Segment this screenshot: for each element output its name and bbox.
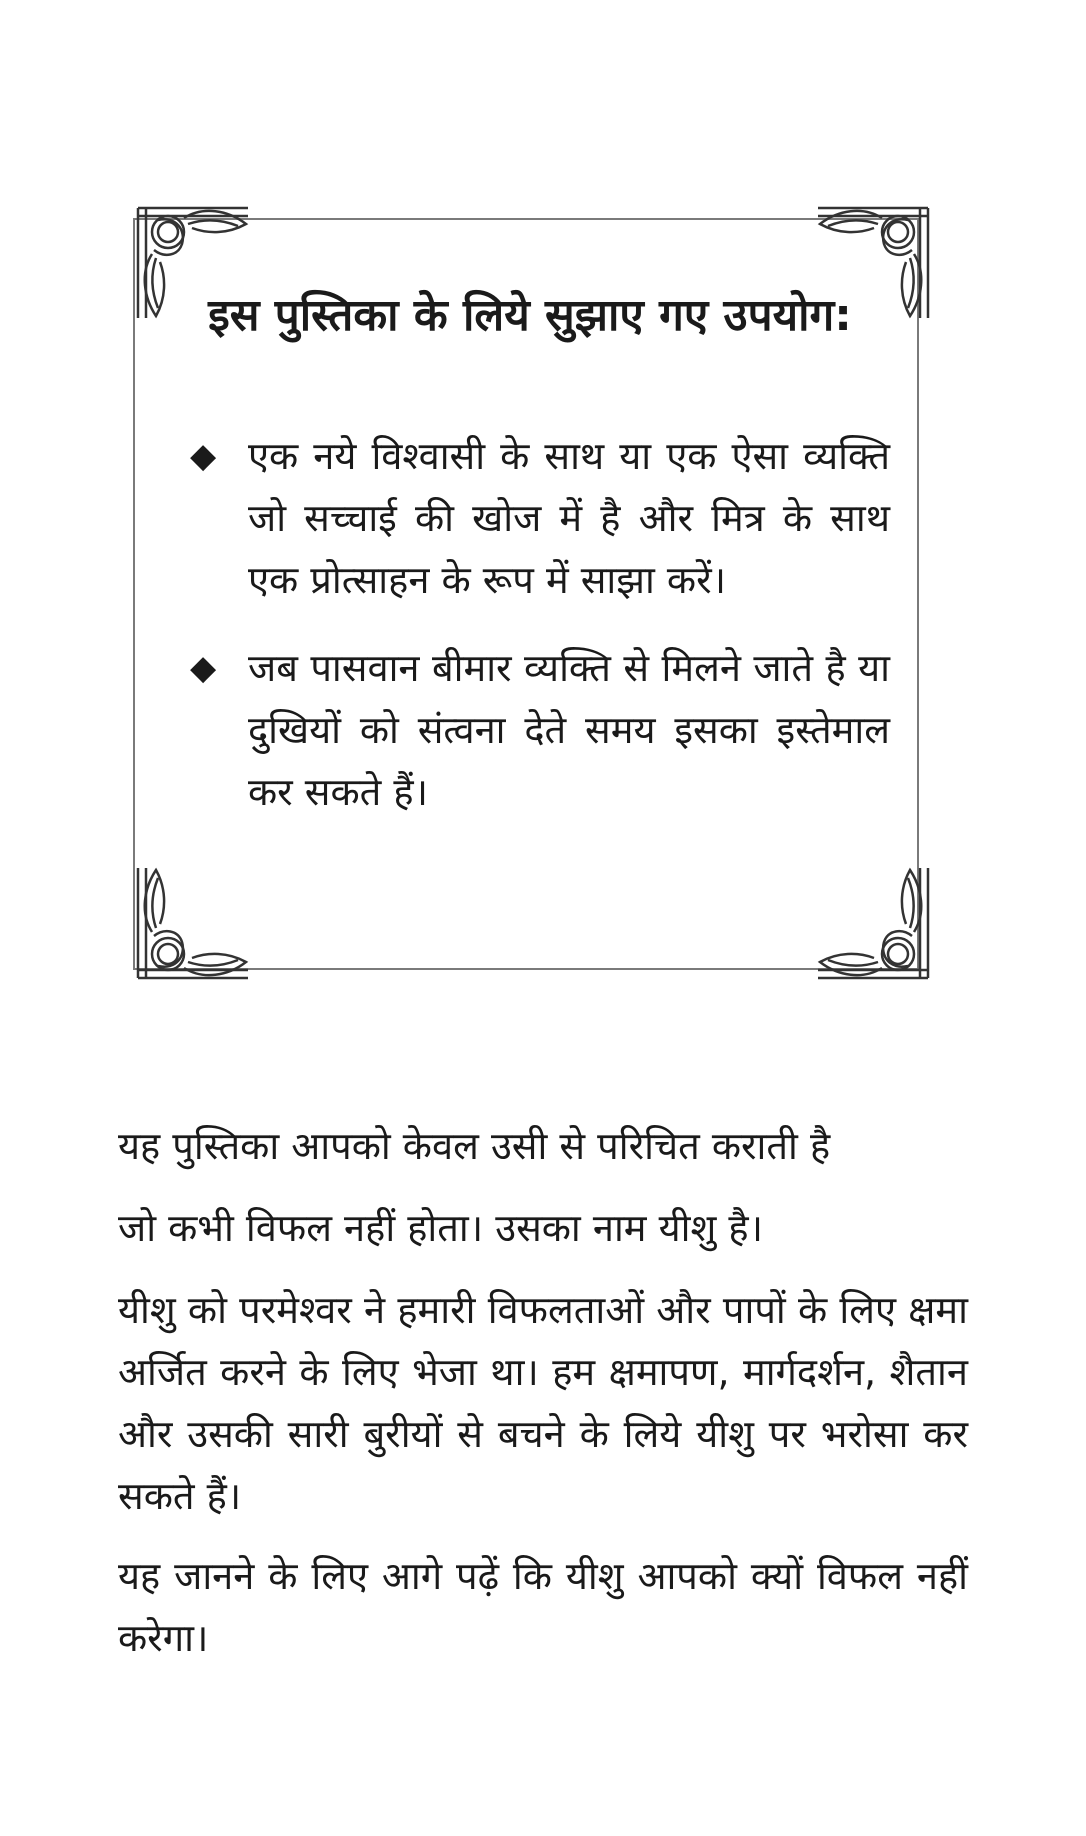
usage-item-text: जब पासवान बीमार व्यक्ति से मिलने जाते है या दुखियों को संत्वना देते समय इसका इस्तेमाल कर सकते हैं। bbox=[248, 646, 890, 814]
celtic-knot-corner-icon bbox=[128, 198, 258, 328]
usage-item bbox=[190, 425, 890, 611]
celtic-knot-corner-icon bbox=[808, 198, 938, 328]
celtic-knot-corner-icon bbox=[808, 858, 938, 988]
box-heading: इस पुस्तिका के लिये सुझाए गए उपयोग: bbox=[208, 290, 852, 341]
diamond-bullet-icon: ◆ bbox=[190, 648, 217, 688]
celtic-knot-corner-icon bbox=[128, 858, 258, 988]
usage-list bbox=[190, 425, 890, 849]
diamond-bullet-icon: ◆ bbox=[190, 436, 217, 476]
body-text bbox=[118, 1115, 968, 1687]
body-paragraph: यह पुस्तिका आपको केवल उसी से परिचित कराती है bbox=[118, 1124, 831, 1168]
usage-item bbox=[190, 637, 890, 823]
usage-item-text: एक नये विश्वासी के साथ या एक ऐसा व्यक्ति जो सच्चाई की खोज में है और मित्र के साथ एक प्रोत्साहन के रूप में साझा करें। bbox=[248, 434, 890, 602]
body-paragraph: यह जानने के लिए आगे पढ़ें कि यीशु आपको क्यों विफल नहीं करेगा। bbox=[118, 1554, 968, 1660]
body-paragraph: जो कभी विफल नहीं होता। उसका नाम यीशु है। bbox=[118, 1206, 763, 1250]
body-paragraph: यीशु को परमेश्वर ने हमारी विफलताओं और पापों के लिए क्षमा अर्जित करने के लिए भेजा था। हम क्षमापण, मार्गदर्शन, शैतान और उसकी सारी बुरीयों से बचने के लिये यीशु पर भरोसा कर सकते हैं। bbox=[118, 1288, 968, 1518]
